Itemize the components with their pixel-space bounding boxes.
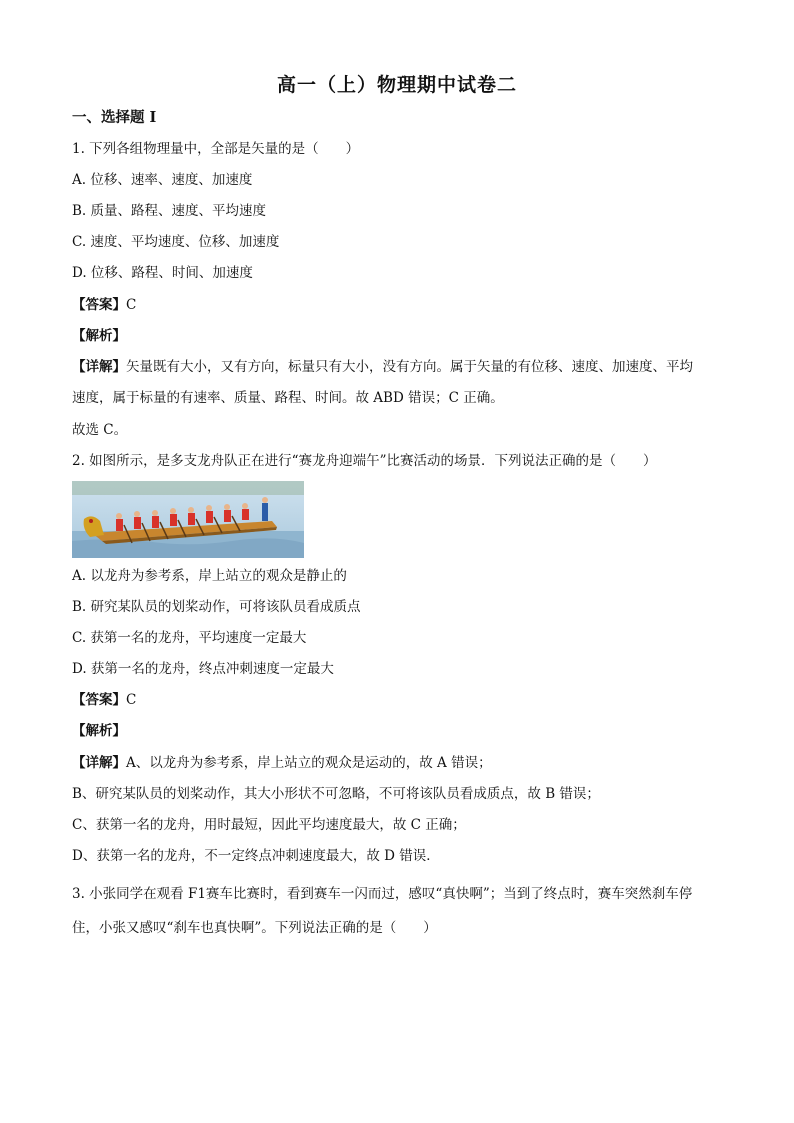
question-2-detail-line-3: C、获第一名的龙舟，用时最短，因此平均速度最大，故 C 正确；: [72, 817, 466, 833]
answer-tag: 【答案】: [72, 297, 126, 313]
page-title: 高一（上）物理期中试卷二: [276, 74, 517, 96]
section-heading: 一、选择题 I: [72, 109, 157, 126]
question-1-analysis-tag: 【解析】: [72, 328, 126, 344]
dragon-boat-photo: [72, 481, 304, 558]
question-3-stem-line-2: 住，小张又感叹“刹车也真快啊”。下列说法正确的是（ ）: [72, 920, 437, 936]
question-1-option-a: A. 位移、速率、速度、加速度: [72, 172, 253, 188]
question-1-conclusion: 故选 C。: [72, 422, 128, 438]
answer-value: C: [126, 692, 137, 708]
question-2-option-c: C. 获第一名的龙舟，平均速度一定最大: [72, 630, 307, 646]
dragon-boat-illustration: [72, 481, 304, 558]
question-2-detail-line-1: [72, 753, 492, 773]
answer-tag: 【答案】: [72, 692, 126, 708]
detail-tag: 【详解】: [72, 359, 126, 375]
question-3-stem-line-1: 3. 小张同学在观看 F1赛车比赛时，看到赛车一闪而过，感叹“真快啊”；当到了终点时，赛车突然刹车停: [72, 886, 693, 902]
question-2-stem: 2. 如图所示，是多支龙舟队正在进行“赛龙舟迎端午”比赛活动的场景．下列说法正确的是（ ）: [72, 453, 657, 469]
detail-tag: 【详解】: [72, 755, 126, 771]
question-2-option-b: B. 研究某队员的划桨动作，可将该队员看成质点: [72, 599, 361, 615]
question-1-option-d: D. 位移、路程、时间、加速度: [72, 265, 253, 281]
question-1-option-b: B. 质量、路程、速度、平均速度: [72, 203, 267, 219]
question-1-stem: 1. 下列各组物理量中，全部是矢量的是（ ）: [72, 141, 360, 157]
question-2-analysis-tag: 【解析】: [72, 723, 126, 739]
question-2-detail-line-4: D、获第一名的龙舟，不一定终点冲刺速度最大，故 D 错误．: [72, 848, 440, 864]
detail-text: A、以龙舟为参考系，岸上站立的观众是运动的，故 A 错误；: [126, 755, 492, 771]
detail-text: 矢量既有大小，又有方向，标量只有大小，没有方向。属于矢量的有位移、速度、加速度、平均: [126, 359, 693, 375]
question-1-detail-line-1: [72, 357, 693, 377]
question-2-detail-line-2: B、研究某队员的划桨动作，其大小形状不可忽略，不可将该队员看成质点，故 B 错误；: [72, 786, 600, 802]
question-1-answer: [72, 295, 136, 315]
answer-value: C: [126, 297, 137, 313]
question-2-option-d: D. 获第一名的龙舟，终点冲刺速度一定最大: [72, 661, 334, 677]
question-2-answer: [72, 690, 136, 710]
question-2-option-a: A. 以龙舟为参考系，岸上站立的观众是静止的: [72, 568, 347, 584]
question-1-option-c: C. 速度、平均速度、位移、加速度: [72, 234, 280, 250]
question-1-detail-line-2: 速度，属于标量的有速率、质量、路程、时间。故 ABD 错误；C 正确。: [72, 390, 504, 406]
